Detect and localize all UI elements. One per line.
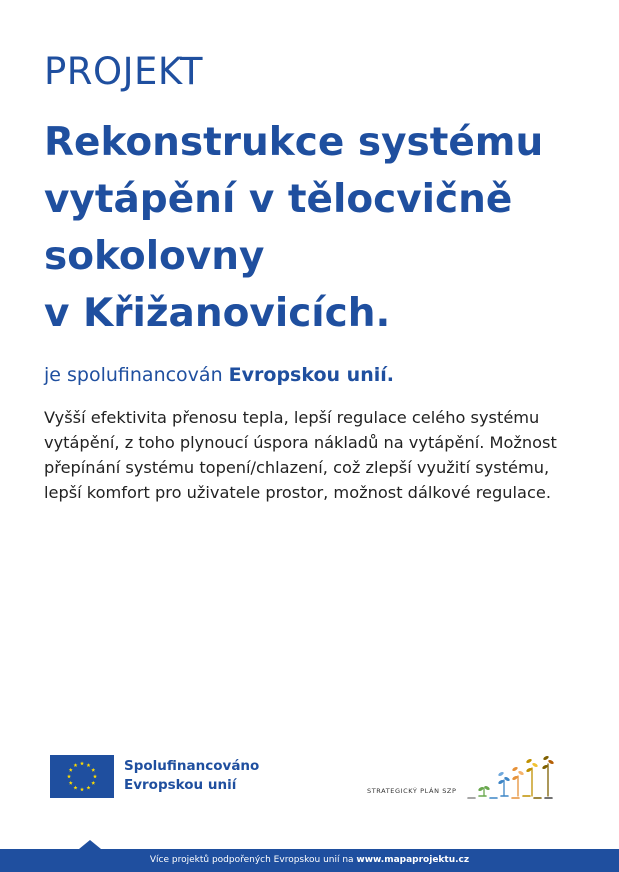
- strategic-plan-logo-icon: [466, 754, 568, 804]
- project-title: [44, 114, 604, 342]
- eu-logo-line-1: Spolufinancováno: [124, 758, 260, 774]
- eu-star-icon: [80, 787, 84, 791]
- footer-link[interactable]: www.mapaprojektu.cz: [356, 855, 470, 865]
- project-title-line-3: sokolovny: [44, 234, 265, 279]
- strategic-plan-label: STRATEGICKÝ PLÁN SZP: [367, 787, 457, 795]
- eu-star-icon: [67, 774, 71, 778]
- eu-flag-stars: [50, 755, 114, 798]
- eu-star-icon: [74, 786, 78, 790]
- project-title-line-4: v Křižanovicích.: [44, 291, 391, 336]
- eu-star-icon: [74, 763, 78, 767]
- eu-star-icon: [87, 763, 91, 767]
- cofinancing-eu: Evropskou unií.: [228, 364, 394, 386]
- description-line-2: vytápění, z toho plynoucí úspora nákladů na vytápění. Možnost: [44, 433, 557, 452]
- description-line-4: lepší komfort pro uživatele prostor, možnost dálkové regulace.: [44, 483, 551, 502]
- eu-star-icon: [93, 774, 97, 778]
- project-description: [44, 405, 604, 505]
- eu-star-icon: [69, 781, 73, 785]
- eu-cofinancing-logo-text: [124, 757, 259, 795]
- project-title-line-1: Rekonstrukce systému: [44, 120, 544, 165]
- cofinancing-prefix: je spolufinancován: [44, 364, 229, 386]
- description-line-1: Vyšší efektivita přenosu tepla, lepší regulace celého systému: [44, 408, 540, 427]
- cofinancing-statement: [44, 362, 394, 388]
- description-line-3: přepínání systému topení/chlazení, což zlepší využití systému,: [44, 458, 550, 477]
- footer-bar: [0, 849, 619, 872]
- footer-tab-marker: [79, 840, 101, 849]
- eu-flag-icon: [50, 755, 114, 798]
- project-title-line-2: vytápění v tělocvičně: [44, 177, 513, 222]
- project-kicker: PROJEKT: [44, 50, 203, 93]
- eu-star-icon: [69, 768, 73, 772]
- eu-star-icon: [87, 786, 91, 790]
- eu-star-icon: [91, 781, 95, 785]
- eu-logo-line-2: Evropskou unií: [124, 777, 237, 793]
- footer-text: Více projektů podpořených Evropskou unií na: [149, 855, 357, 865]
- eu-star-icon: [80, 761, 84, 765]
- eu-star-icon: [91, 768, 95, 772]
